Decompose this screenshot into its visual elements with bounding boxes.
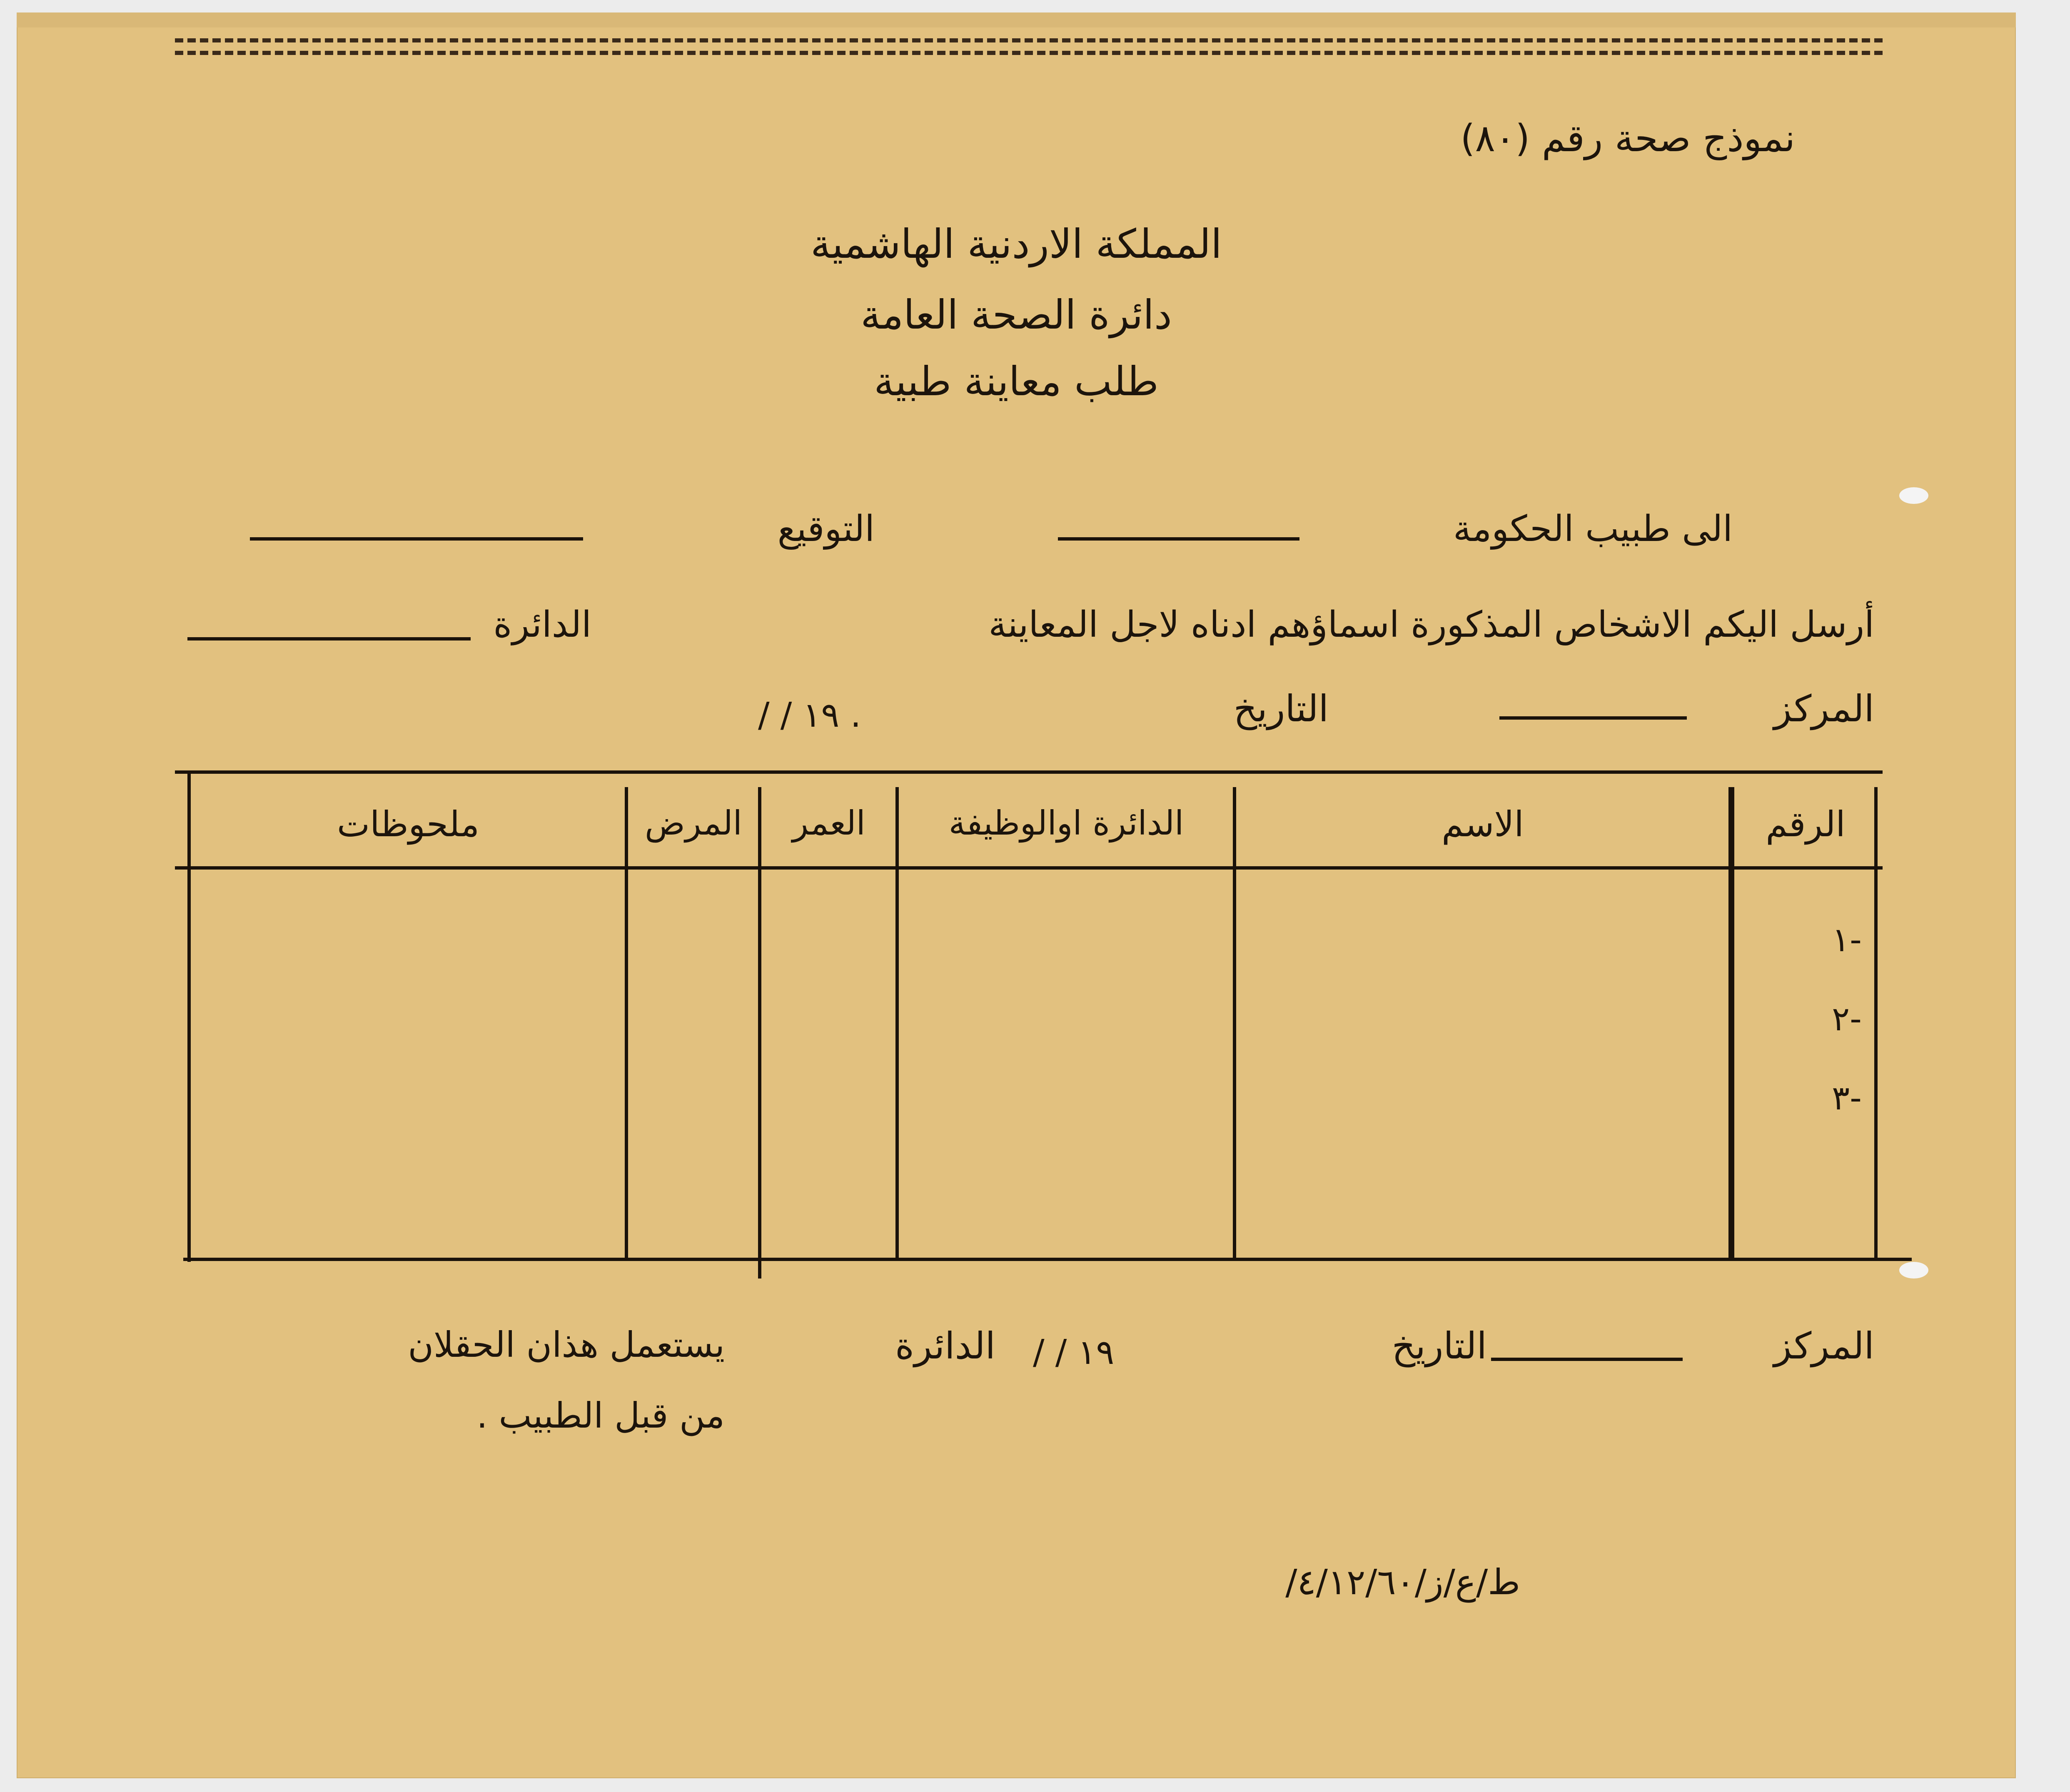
header-title: طلب معاينة طبية xyxy=(874,358,1159,405)
footer-date-label: التاريخ xyxy=(1392,1324,1487,1367)
footer-department-label: الدائرة xyxy=(895,1324,995,1367)
col-header-name: الاسم xyxy=(1442,804,1524,845)
footer-note-line1: يستعمل هذان الحقلان xyxy=(408,1324,725,1365)
header-department: دائرة الصحة العامة xyxy=(860,292,1172,338)
table-top-border xyxy=(175,770,1883,774)
table-bottom-border xyxy=(183,1258,1912,1261)
punch-hole xyxy=(1899,1262,1928,1279)
form-paper xyxy=(17,12,2016,1778)
col-divider-number xyxy=(1728,787,1734,1258)
department-label: الدائرة xyxy=(493,604,591,646)
table-row-number: ٣- xyxy=(1832,1079,1862,1117)
signature-label: التوقيع xyxy=(777,508,875,550)
header-kingdom: المملكة الاردنية الهاشمية xyxy=(811,221,1222,267)
footer-center-line[interactable] xyxy=(1491,1358,1683,1361)
col-header-disease: المرض xyxy=(645,804,742,842)
col-header-age: العمر xyxy=(792,804,865,842)
footer-note-line2: من قبل الطبيب . xyxy=(476,1395,725,1436)
to-government-doctor-label: الى طبيب الحكومة xyxy=(1453,508,1733,550)
print-code: ط/ع/ز/٤/١٢/٦٠/ xyxy=(1285,1562,1520,1603)
col-divider xyxy=(1233,787,1236,1258)
center-line[interactable] xyxy=(1499,716,1687,720)
col-divider xyxy=(625,787,628,1258)
request-text: أرسل اليكم الاشخاص المذكورة اسماؤهم ادناه لاجل المعاينة xyxy=(988,604,1874,646)
date-label: التاريخ xyxy=(1233,687,1329,730)
signature-line[interactable] xyxy=(250,537,583,541)
government-doctor-line[interactable] xyxy=(1058,537,1299,541)
col-divider xyxy=(895,787,899,1258)
table-left-border xyxy=(187,770,191,1262)
table-header-divider xyxy=(175,866,1883,870)
table-row-number: ٢- xyxy=(1832,999,1862,1038)
footer-date-value: / / ١٩ xyxy=(1033,1333,1115,1372)
table-row-number: ١- xyxy=(1832,920,1862,959)
perforation-line xyxy=(175,51,1883,55)
col-divider xyxy=(758,787,761,1279)
table-right-border xyxy=(1874,787,1878,1258)
perforation-line xyxy=(175,38,1883,42)
center-label: المركز xyxy=(1773,687,1874,730)
col-header-number: الرقم xyxy=(1766,804,1846,845)
date-value: / / ١٩ . xyxy=(758,695,861,735)
footer-center-label: المركز xyxy=(1773,1324,1874,1367)
department-line[interactable] xyxy=(187,637,471,641)
col-header-department-job: الدائرة اوالوظيفة xyxy=(948,804,1184,842)
form-number: نموذج صحة رقم (٨٠) xyxy=(1460,117,1795,160)
col-header-notes: ملحوظات xyxy=(337,804,479,845)
paper-top-edge xyxy=(17,12,2016,27)
punch-hole xyxy=(1899,487,1928,504)
